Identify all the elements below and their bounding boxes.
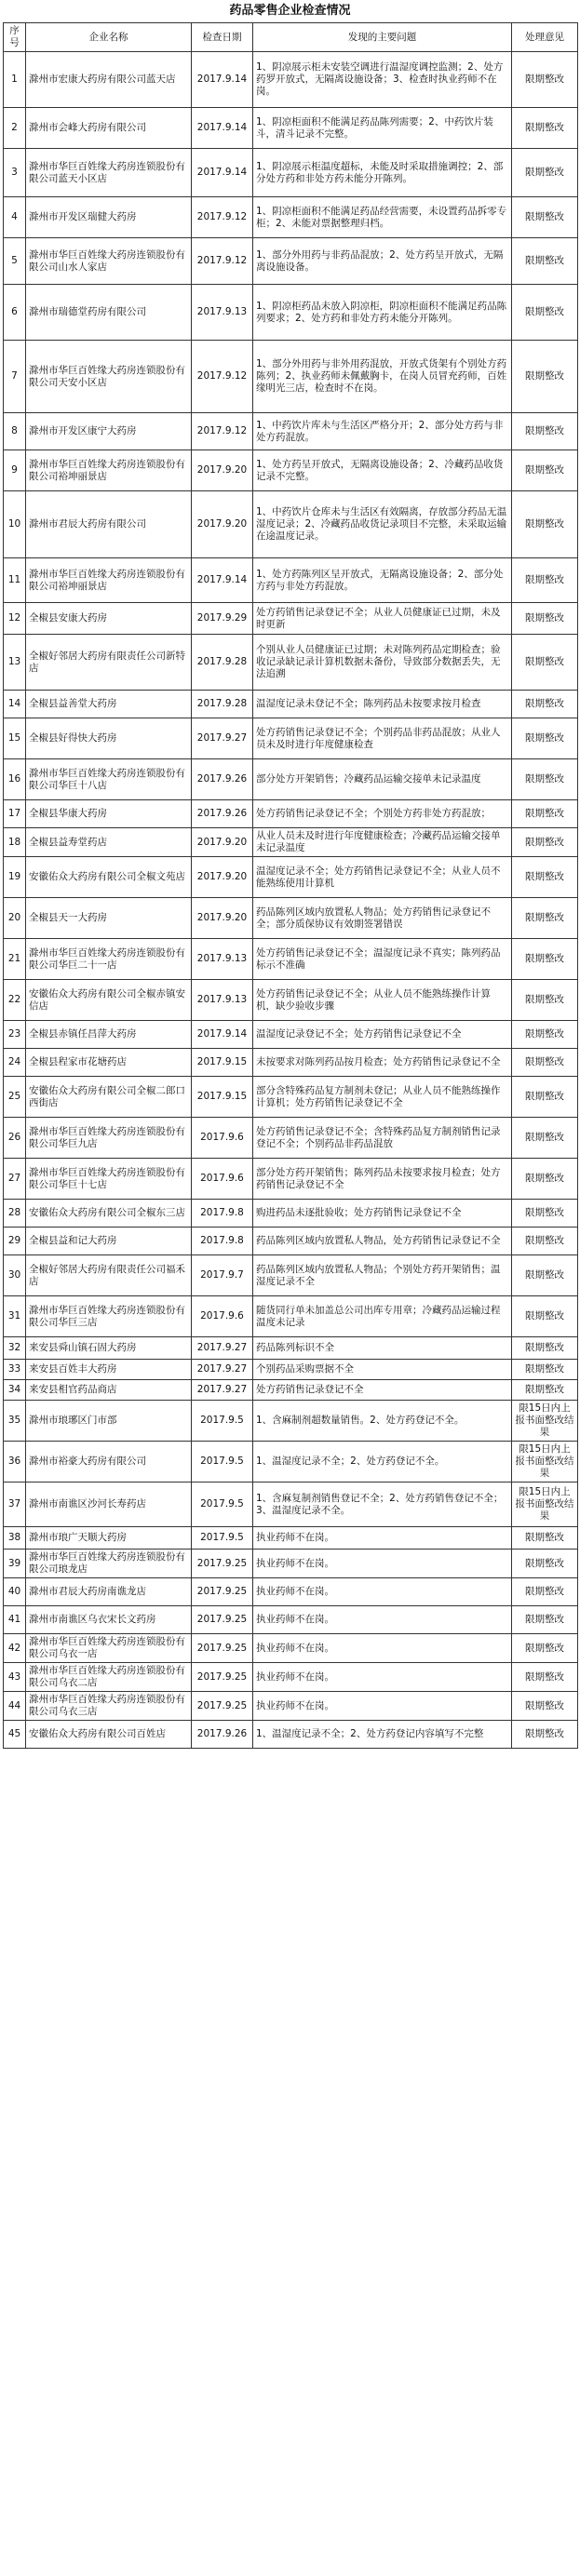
row-issues: 1、温湿度记录不全；2、处方药登记不全。	[253, 1442, 512, 1483]
row-company: 滁州市琅琊区门市部	[26, 1401, 192, 1442]
table-header-row	[4, 23, 578, 52]
row-date: 2017.9.14	[192, 52, 253, 108]
row-result: 限期整改	[512, 1360, 578, 1380]
row-company: 全椒好邻居大药房有限责任公司福禾店	[26, 1255, 192, 1296]
table-row	[4, 238, 578, 285]
row-date: 2017.9.20	[192, 828, 253, 857]
row-company: 滁州市华巨百姓缘大药房连锁股份有限公司乌衣三店	[26, 1692, 192, 1721]
row-company: 全椒好邻居大药房有限责任公司新特店	[26, 635, 192, 691]
row-company: 滁州市华巨百姓缘大药房连锁股份有限公司华巨三店	[26, 1296, 192, 1337]
row-issues: 药品陈列标识不全	[253, 1337, 512, 1360]
table-row	[4, 1721, 578, 1749]
row-result: 限期整改	[512, 759, 578, 800]
row-result: 限期整改	[512, 52, 578, 108]
row-date: 2017.9.14	[192, 1021, 253, 1049]
row-company: 滁州市华巨百姓缘大药房连锁股份有限公司天安小区店	[26, 341, 192, 413]
row-result: 限期整改	[512, 413, 578, 450]
row-result: 限期整改	[512, 939, 578, 980]
header-seq: 序号	[4, 23, 26, 52]
row-issues: 1、温湿度记录不全；2、处方药登记内容填写不完整	[253, 1721, 512, 1749]
table-row	[4, 149, 578, 197]
row-issues: 处方药销售记录登记不全；含特殊药品复方制剂销售记录登记不全；个别药品非药品混放	[253, 1118, 512, 1159]
row-company: 安徽佑众大药房有限公司百姓店	[26, 1721, 192, 1749]
row-result: 限期整改	[512, 635, 578, 691]
row-seq: 21	[4, 939, 26, 980]
row-seq: 22	[4, 980, 26, 1021]
row-company: 全椒县华康大药房	[26, 800, 192, 828]
row-date: 2017.9.8	[192, 1200, 253, 1228]
row-company: 来安县百姓丰大药房	[26, 1360, 192, 1380]
row-company: 全椒县赤镇任昌萍大药房	[26, 1021, 192, 1049]
row-result: 限期整改	[512, 1337, 578, 1360]
row-date: 2017.9.14	[192, 108, 253, 149]
row-date: 2017.9.5	[192, 1401, 253, 1442]
row-issues: 从业人员未及时进行年度健康检查；冷藏药品运输交接单未记录温度	[253, 828, 512, 857]
row-issues: 执业药师不在岗。	[253, 1692, 512, 1721]
table-row	[4, 1606, 578, 1634]
row-date: 2017.9.29	[192, 603, 253, 635]
row-seq: 37	[4, 1483, 26, 1527]
row-date: 2017.9.26	[192, 800, 253, 828]
row-issues: 1、处方药陈列区呈开放式，无隔离设施设备；2、部分处方药与非处方药混放。	[253, 558, 512, 603]
row-seq: 18	[4, 828, 26, 857]
row-company: 滁州市华巨百姓缘大药房连锁股份有限公司华巨二十一店	[26, 939, 192, 980]
row-company: 滁州市华巨百姓缘大药房连锁股份有限公司山水人家店	[26, 238, 192, 285]
table-row	[4, 1049, 578, 1077]
row-result: 限期整改	[512, 1527, 578, 1550]
table-row	[4, 1337, 578, 1360]
row-seq: 42	[4, 1634, 26, 1663]
row-issues: 温湿度记录登记不全；处方药销售记录登记不全	[253, 1021, 512, 1049]
table-row	[4, 1483, 578, 1527]
row-result: 限期整改	[512, 491, 578, 558]
row-seq: 30	[4, 1255, 26, 1296]
table-row	[4, 603, 578, 635]
row-date: 2017.9.25	[192, 1692, 253, 1721]
row-result: 限期整改	[512, 980, 578, 1021]
table-row	[4, 285, 578, 341]
table-row	[4, 635, 578, 691]
table-row	[4, 759, 578, 800]
table-row	[4, 1550, 578, 1578]
table-row	[4, 1159, 578, 1200]
row-date: 2017.9.5	[192, 1527, 253, 1550]
row-seq: 38	[4, 1527, 26, 1550]
table-row	[4, 828, 578, 857]
table-row	[4, 491, 578, 558]
table-row	[4, 1692, 578, 1721]
row-issues: 1、含麻制剂超数量销售。2、处方药登记不全。	[253, 1401, 512, 1442]
row-company: 滁州市华巨百姓缘大药房连锁股份有限公司乌衣一店	[26, 1634, 192, 1663]
row-issues: 处方药销售记录登记不全；个别药品非药品混放；从业人员未及时进行年度健康检查	[253, 718, 512, 759]
table-row	[4, 898, 578, 939]
row-issues: 1、中药饮片库未与生活区严格分开；2、部分处方药与非处方药混放。	[253, 413, 512, 450]
row-issues: 处方药销售记录登记不全	[253, 1380, 512, 1401]
row-seq: 31	[4, 1296, 26, 1337]
table-row	[4, 980, 578, 1021]
row-seq: 16	[4, 759, 26, 800]
row-seq: 45	[4, 1721, 26, 1749]
row-company: 滁州市华巨百姓缘大药房连锁股份有限公司华巨十八店	[26, 759, 192, 800]
row-date: 2017.9.27	[192, 1380, 253, 1401]
row-company: 全椒县天一大药房	[26, 898, 192, 939]
row-company: 滁州市开发区康宁大药房	[26, 413, 192, 450]
row-result: 限期整改	[512, 828, 578, 857]
row-company: 安徽佑众大药房有限公司全椒东三店	[26, 1200, 192, 1228]
row-date: 2017.9.25	[192, 1606, 253, 1634]
table-row	[4, 1200, 578, 1228]
row-date: 2017.9.5	[192, 1483, 253, 1527]
row-seq: 27	[4, 1159, 26, 1200]
row-seq: 14	[4, 691, 26, 718]
row-issues: 购进药品未逐批验收；处方药销售记录登记不全	[253, 1200, 512, 1228]
row-seq: 17	[4, 800, 26, 828]
table-row	[4, 1296, 578, 1337]
row-seq: 44	[4, 1692, 26, 1721]
row-company: 全椒县益寿堂药店	[26, 828, 192, 857]
row-issues: 处方药销售记录登记不全；从业人员不能熟练操作计算机，缺少验收步骤	[253, 980, 512, 1021]
row-issues: 1、阴凉展示柜温度超标，未能及时采取措施调控；2、部分处方药和非处方药未能分开陈列。	[253, 149, 512, 197]
table-row	[4, 52, 578, 108]
table-row	[4, 108, 578, 149]
row-seq: 40	[4, 1578, 26, 1606]
row-date: 2017.9.14	[192, 558, 253, 603]
row-issues: 随货同行单未加盖总公司出库专用章；冷藏药品运输过程温度未记录	[253, 1296, 512, 1337]
table-row	[4, 1401, 578, 1442]
row-company: 全椒县程家市花塘药店	[26, 1049, 192, 1077]
row-company: 滁州市开发区瑞健大药房	[26, 197, 192, 238]
row-date: 2017.9.27	[192, 1360, 253, 1380]
row-issues: 1、含麻复制剂销售登记不全；2、处方药销售登记不全；3、温湿度记录不全。	[253, 1483, 512, 1527]
row-date: 2017.9.26	[192, 1721, 253, 1749]
row-date: 2017.9.20	[192, 450, 253, 491]
row-result: 限期整改	[512, 1663, 578, 1692]
row-company: 来安县相官药品商店	[26, 1380, 192, 1401]
row-result: 限期整改	[512, 1118, 578, 1159]
row-company: 滁州市君辰大药房有限公司	[26, 491, 192, 558]
row-result: 限期整改	[512, 1021, 578, 1049]
row-date: 2017.9.7	[192, 1255, 253, 1296]
row-company: 滁州市南谯区沙河长寿药店	[26, 1483, 192, 1527]
row-date: 2017.9.15	[192, 1049, 253, 1077]
row-company: 滁州市华巨百姓缘大药房连锁股份有限公司华巨九店	[26, 1118, 192, 1159]
row-result: 限期整改	[512, 1634, 578, 1663]
row-date: 2017.9.5	[192, 1442, 253, 1483]
row-seq: 13	[4, 635, 26, 691]
row-result: 限期整改	[512, 1721, 578, 1749]
row-seq: 8	[4, 413, 26, 450]
row-seq: 11	[4, 558, 26, 603]
row-issues: 部分含特殊药品复方制剂未登记；从业人员不能熟练操作计算机；处方药销售记录登记不全	[253, 1077, 512, 1118]
row-date: 2017.9.6	[192, 1118, 253, 1159]
row-result: 限期整改	[512, 1255, 578, 1296]
row-seq: 29	[4, 1228, 26, 1255]
row-issues: 部分处方药开架销售；陈列药品未按要求按月检查；处方药销售记录登记不全	[253, 1159, 512, 1200]
header-date: 检查日期	[192, 23, 253, 52]
row-issues: 处方药销售记录登记不全；从业人员健康证已过期，未及时更新	[253, 603, 512, 635]
table-row	[4, 939, 578, 980]
row-date: 2017.9.12	[192, 238, 253, 285]
table-row	[4, 1118, 578, 1159]
page-title: 药品零售企业检查情况	[229, 4, 351, 18]
row-result: 限期整改	[512, 1296, 578, 1337]
table-row	[4, 197, 578, 238]
row-result: 限期整改	[512, 450, 578, 491]
row-issues: 温湿度记录不全；处方药销售记录登记不全；从业人员不能熟练使用计算机	[253, 857, 512, 898]
row-issues: 执业药师不在岗。	[253, 1578, 512, 1606]
table-row	[4, 1442, 578, 1483]
row-issues: 1、阴凉柜面积不能满足药品经营需要，未设置药品拆零专柜；2、未能对票据整理归档。	[253, 197, 512, 238]
row-result: 限15日内上报书面整改结果	[512, 1442, 578, 1483]
table-row	[4, 857, 578, 898]
row-company: 滁州市华巨百姓缘大药房连锁股份有限公司琅龙店	[26, 1550, 192, 1578]
row-result: 限15日内上报书面整改结果	[512, 1483, 578, 1527]
row-date: 2017.9.8	[192, 1228, 253, 1255]
row-company: 滁州市华巨百姓缘大药房连锁股份有限公司裕坤丽景店	[26, 450, 192, 491]
table-row	[4, 718, 578, 759]
row-company: 安徽佑众大药房有限公司全椒文苑店	[26, 857, 192, 898]
row-result: 限期整改	[512, 1049, 578, 1077]
table-row	[4, 1228, 578, 1255]
row-issues: 药品陈列区域内放置私人物品，处方药销售记录登记不全	[253, 1228, 512, 1255]
table-row	[4, 1255, 578, 1296]
row-seq: 33	[4, 1360, 26, 1380]
row-date: 2017.9.13	[192, 939, 253, 980]
row-date: 2017.9.20	[192, 898, 253, 939]
row-seq: 4	[4, 197, 26, 238]
row-seq: 1	[4, 52, 26, 108]
row-issues: 执业药师不在岗。	[253, 1634, 512, 1663]
row-company: 滁州市华巨百姓缘大药房连锁股份有限公司裕坤丽景店	[26, 558, 192, 603]
table-row	[4, 1527, 578, 1550]
row-date: 2017.9.14	[192, 149, 253, 197]
table-row	[4, 691, 578, 718]
table-row	[4, 450, 578, 491]
row-issues: 温湿度记录未登记不全；陈列药品未按要求按月检查	[253, 691, 512, 718]
row-seq: 2	[4, 108, 26, 149]
row-issues: 执业药师不在岗。	[253, 1663, 512, 1692]
row-company: 滁州市会峰大药房有限公司	[26, 108, 192, 149]
row-issues: 1、阴凉柜面积不能满足药品陈列需要；2、中药饮片装斗，清斗记录不完整。	[253, 108, 512, 149]
row-result: 限期整改	[512, 238, 578, 285]
row-result: 限期整改	[512, 197, 578, 238]
row-date: 2017.9.25	[192, 1634, 253, 1663]
row-seq: 3	[4, 149, 26, 197]
row-company: 滁州市华巨百姓缘大药房连锁股份有限公司华巨十七店	[26, 1159, 192, 1200]
row-seq: 28	[4, 1200, 26, 1228]
row-issues: 1、中药饮片仓库未与生活区有效隔离，存放部分药品无温湿度记录；2、冷藏药品收货记录项目不完整，未采取运输在途温度记录。	[253, 491, 512, 558]
row-date: 2017.9.6	[192, 1159, 253, 1200]
row-result: 限期整改	[512, 1228, 578, 1255]
row-date: 2017.9.6	[192, 1296, 253, 1337]
table-row	[4, 1380, 578, 1401]
row-result: 限期整改	[512, 1606, 578, 1634]
row-issues: 部分处方开架销售；冷藏药品运输交接单未记录温度	[253, 759, 512, 800]
row-issues: 处方药销售记录登记不全；个别处方药非处方药混放；	[253, 800, 512, 828]
row-date: 2017.9.25	[192, 1663, 253, 1692]
row-date: 2017.9.28	[192, 691, 253, 718]
table-row	[4, 1077, 578, 1118]
table-row	[4, 341, 578, 413]
table-row	[4, 1663, 578, 1692]
row-result: 限期整改	[512, 691, 578, 718]
row-date: 2017.9.12	[192, 413, 253, 450]
row-company: 滁州市华巨百姓缘大药房连锁股份有限公司蓝天小区店	[26, 149, 192, 197]
row-issues: 1、部分外用药与非外用药混放，开放式货架有个别处方药陈列；2、执业药师未佩戴胸卡，在岗人员冒充药师，百姓缘明光三店，检查时不在岗。	[253, 341, 512, 413]
row-company: 滁州市华巨百姓缘大药房连锁股份有限公司乌衣二店	[26, 1663, 192, 1692]
row-result: 限15日内上报书面整改结果	[512, 1401, 578, 1442]
row-seq: 20	[4, 898, 26, 939]
header-result: 处理意见	[512, 23, 578, 52]
row-company: 滁州市南谯区乌衣宋长文药房	[26, 1606, 192, 1634]
row-seq: 5	[4, 238, 26, 285]
row-date: 2017.9.13	[192, 980, 253, 1021]
row-issues: 1、阴凉柜药品未放入阴凉柜，阴凉柜面积不能满足药品陈列要求；2、处方药和非处方药未能分开陈列。	[253, 285, 512, 341]
row-company: 全椒县好得快大药房	[26, 718, 192, 759]
row-date: 2017.9.20	[192, 857, 253, 898]
row-seq: 26	[4, 1118, 26, 1159]
table-row	[4, 1360, 578, 1380]
row-company: 来安县舜山镇石固大药房	[26, 1337, 192, 1360]
row-issues: 执业药师不在岗。	[253, 1550, 512, 1578]
row-company: 安徽佑众大药房有限公司全椒二郎口西街店	[26, 1077, 192, 1118]
row-seq: 32	[4, 1337, 26, 1360]
row-issues: 执业药师不在岗。	[253, 1527, 512, 1550]
row-issues: 1、处方药呈开放式，无隔离设施设备；2、冷藏药品收货记录不完整。	[253, 450, 512, 491]
row-date: 2017.9.28	[192, 635, 253, 691]
row-issues: 个别药品采购票据不全	[253, 1360, 512, 1380]
header-company: 企业名称	[26, 23, 192, 52]
row-issues: 1、阴凉展示柜未安装空调进行温湿度调控监测；2、处方药罗开放式，无隔离设施设备；3、检查时执业药师不在岗。	[253, 52, 512, 108]
row-seq: 9	[4, 450, 26, 491]
row-date: 2017.9.27	[192, 718, 253, 759]
row-date: 2017.9.12	[192, 197, 253, 238]
row-date: 2017.9.20	[192, 491, 253, 558]
row-company: 滁州市宏康大药房有限公司蓝天店	[26, 52, 192, 108]
row-seq: 15	[4, 718, 26, 759]
row-company: 滁州市裕豪大药房有限公司	[26, 1442, 192, 1483]
row-seq: 34	[4, 1380, 26, 1401]
row-seq: 10	[4, 491, 26, 558]
row-issues: 1、部分外用药与非药品混放；2、处方药呈开放式，无隔离设施设备。	[253, 238, 512, 285]
row-result: 限期整改	[512, 1159, 578, 1200]
row-result: 限期整改	[512, 1692, 578, 1721]
row-result: 限期整改	[512, 1077, 578, 1118]
row-result: 限期整改	[512, 898, 578, 939]
row-date: 2017.9.25	[192, 1550, 253, 1578]
row-seq: 12	[4, 603, 26, 635]
row-result: 限期整改	[512, 1578, 578, 1606]
row-company: 全椒县益善堂大药房	[26, 691, 192, 718]
row-company: 滁州市琅广天顺大药房	[26, 1527, 192, 1550]
table-row	[4, 1634, 578, 1663]
row-date: 2017.9.27	[192, 1337, 253, 1360]
table-row	[4, 413, 578, 450]
row-seq: 35	[4, 1401, 26, 1442]
row-result: 限期整改	[512, 603, 578, 635]
row-issues: 药品陈列区域内放置私人物品；个别处方药开架销售；温湿度记录不全	[253, 1255, 512, 1296]
row-issues: 处方药销售记录登记不全；温湿度记录不真实；陈列药品标示不准确	[253, 939, 512, 980]
row-seq: 36	[4, 1442, 26, 1483]
row-issues: 药品陈列区域内放置私人物品；处方药销售记录登记不全；部分质保协议有效期签署错误	[253, 898, 512, 939]
row-seq: 19	[4, 857, 26, 898]
row-seq: 41	[4, 1606, 26, 1634]
row-result: 限期整改	[512, 718, 578, 759]
row-issues: 未按要求对陈列药品按月检查；处方药销售记录登记不全	[253, 1049, 512, 1077]
row-company: 安徽佑众大药房有限公司全椒赤镇安信店	[26, 980, 192, 1021]
table-row	[4, 558, 578, 603]
row-result: 限期整改	[512, 108, 578, 149]
row-result: 限期整改	[512, 857, 578, 898]
row-company: 滁州市瑞德堂药房有限公司	[26, 285, 192, 341]
row-result: 限期整改	[512, 149, 578, 197]
row-seq: 24	[4, 1049, 26, 1077]
row-result: 限期整改	[512, 1550, 578, 1578]
row-seq: 25	[4, 1077, 26, 1118]
row-seq: 23	[4, 1021, 26, 1049]
row-date: 2017.9.26	[192, 759, 253, 800]
header-issues: 发现的主要问题	[253, 23, 512, 52]
row-date: 2017.9.13	[192, 285, 253, 341]
row-company: 滁州市君辰大药房南谯龙店	[26, 1578, 192, 1606]
table-row	[4, 800, 578, 828]
table-body	[4, 52, 578, 1749]
row-result: 限期整改	[512, 341, 578, 413]
table-row	[4, 1578, 578, 1606]
row-result: 限期整改	[512, 285, 578, 341]
table-row	[4, 1021, 578, 1049]
row-result: 限期整改	[512, 800, 578, 828]
row-result: 限期整改	[512, 1380, 578, 1401]
row-date: 2017.9.25	[192, 1578, 253, 1606]
row-date: 2017.9.15	[192, 1077, 253, 1118]
row-seq: 39	[4, 1550, 26, 1578]
row-company: 全椒县安康大药房	[26, 603, 192, 635]
row-result: 限期整改	[512, 1200, 578, 1228]
row-issues: 个别从业人员健康证已过期；未对陈列药品定期检查；验收记录缺记录计算机数据未备份，导致部分数据丢失，无法追溯	[253, 635, 512, 691]
inspection-table	[3, 22, 578, 1749]
row-company: 全椒县益和记大药房	[26, 1228, 192, 1255]
row-result: 限期整改	[512, 558, 578, 603]
row-seq: 7	[4, 341, 26, 413]
row-seq: 6	[4, 285, 26, 341]
row-seq: 43	[4, 1663, 26, 1692]
row-issues: 执业药师不在岗。	[253, 1606, 512, 1634]
row-date: 2017.9.12	[192, 341, 253, 413]
